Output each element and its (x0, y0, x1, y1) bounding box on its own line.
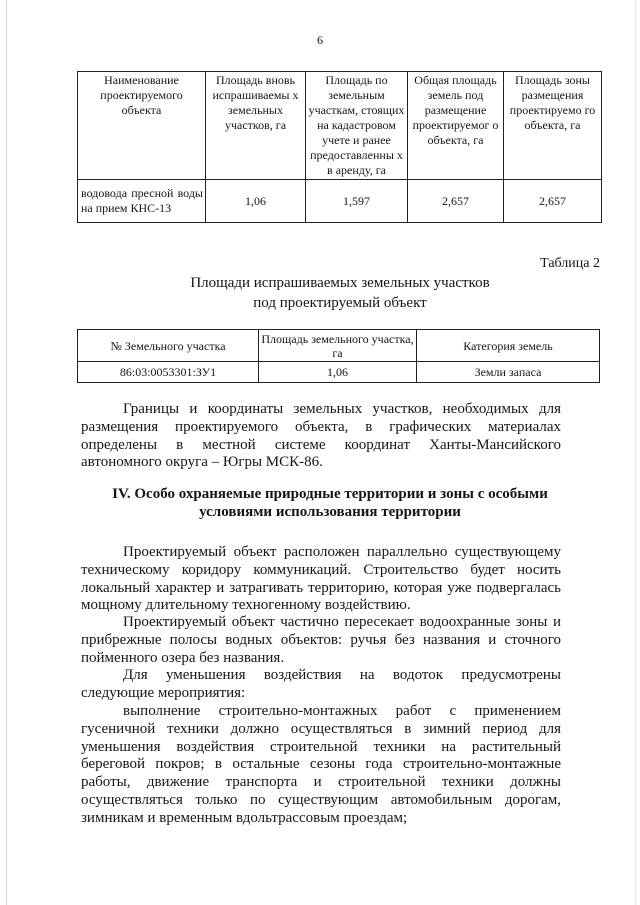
scan-edge-right (635, 0, 636, 905)
paragraph-boundaries: Границы и координаты земельных участков, необходимых для размещения проектируемого объекта, в графических материалах определены в местной системе координат Ханты-Мансийского автономного округа – Югры МСК-86. (81, 401, 561, 471)
table2-title (80, 273, 600, 313)
header-zone-area: Площадь зоны размещения проектируемо го объекта, га (504, 72, 602, 180)
table2-caption: Таблица 2 (540, 256, 600, 271)
table2-title-line1: Площади испрашиваемых земельных участков (190, 275, 490, 291)
header-plot-number: № Земельного участка (78, 330, 259, 362)
cell-cadastral-area: 1,597 (306, 180, 408, 223)
table-project-areas (77, 71, 602, 223)
page-number: 6 (317, 33, 323, 47)
cell-new-area: 1,06 (206, 180, 306, 223)
header-total-area: Общая площадь земель под размещение проектируемог о объекта, га (408, 72, 504, 180)
paragraph-location: Проектируемый объект расположен параллельно существующему техническому коридору коммуникаций. Строительство будет носить локальный характер и затрагивать территорию, которая уже подвергалась мощному длительному техногенному воздействию. (81, 544, 561, 614)
cell-land-category: Земли запаса (417, 362, 600, 383)
section-heading-line1: IV. Особо охраняемые природные территории и зоны с особыми (112, 486, 548, 502)
scan-edge-left (6, 0, 7, 905)
paragraph-construction: выполнение строительно-монтажных работ с применением гусеничной техники должно осуществляться в зимний период для уменьшения воздействия строительной техники на растительный береговой покров; в остальные сезоны года строительно-монтажные работы, движение транспорта и строительной техники должны осуществляться только по существующим автомобильным дорогам, зимникам и временным вдольтрассовым проездам; (81, 703, 561, 826)
table-header-row (78, 72, 602, 180)
header-plot-area: Площадь земельного участка, га (259, 330, 417, 362)
cell-zone-area: 2,657 (504, 180, 602, 223)
table-row (78, 180, 602, 223)
header-new-area: Площадь вновь испрашиваемы х земельных участков, га (206, 72, 306, 180)
table2-title-line2: под проектируемый объект (253, 295, 427, 311)
cell-plot-area: 1,06 (259, 362, 417, 383)
section-heading (100, 485, 560, 521)
header-land-category: Категория земель (417, 330, 600, 362)
paragraph-water-zones: Проектируемый объект частично пересекает водоохранные зоны и прибрежные полосы водных объектов: ручья без названия и сточного пойменного озера без названия. (81, 614, 561, 666)
table-row (78, 362, 600, 383)
section-heading-line2: условиями использования территории (199, 504, 461, 520)
cell-total-area: 2,657 (408, 180, 504, 223)
cell-object-name: водовода пресной воды на прием КНС-13 (78, 180, 206, 223)
table-land-plots (77, 329, 600, 383)
header-object-name: Наименование проектируемого объекта (78, 72, 206, 180)
table-header-row (78, 330, 600, 362)
header-cadastral-area: Площадь по земельным участкам, стоящих на кадастровом учете и ранее предоставленны х в аренду, га (306, 72, 408, 180)
cell-plot-number: 86:03:0053301:ЗУ1 (78, 362, 259, 383)
paragraph-measures: Для уменьшения воздействия на водоток предусмотрены следующие мероприятия: (81, 667, 561, 701)
